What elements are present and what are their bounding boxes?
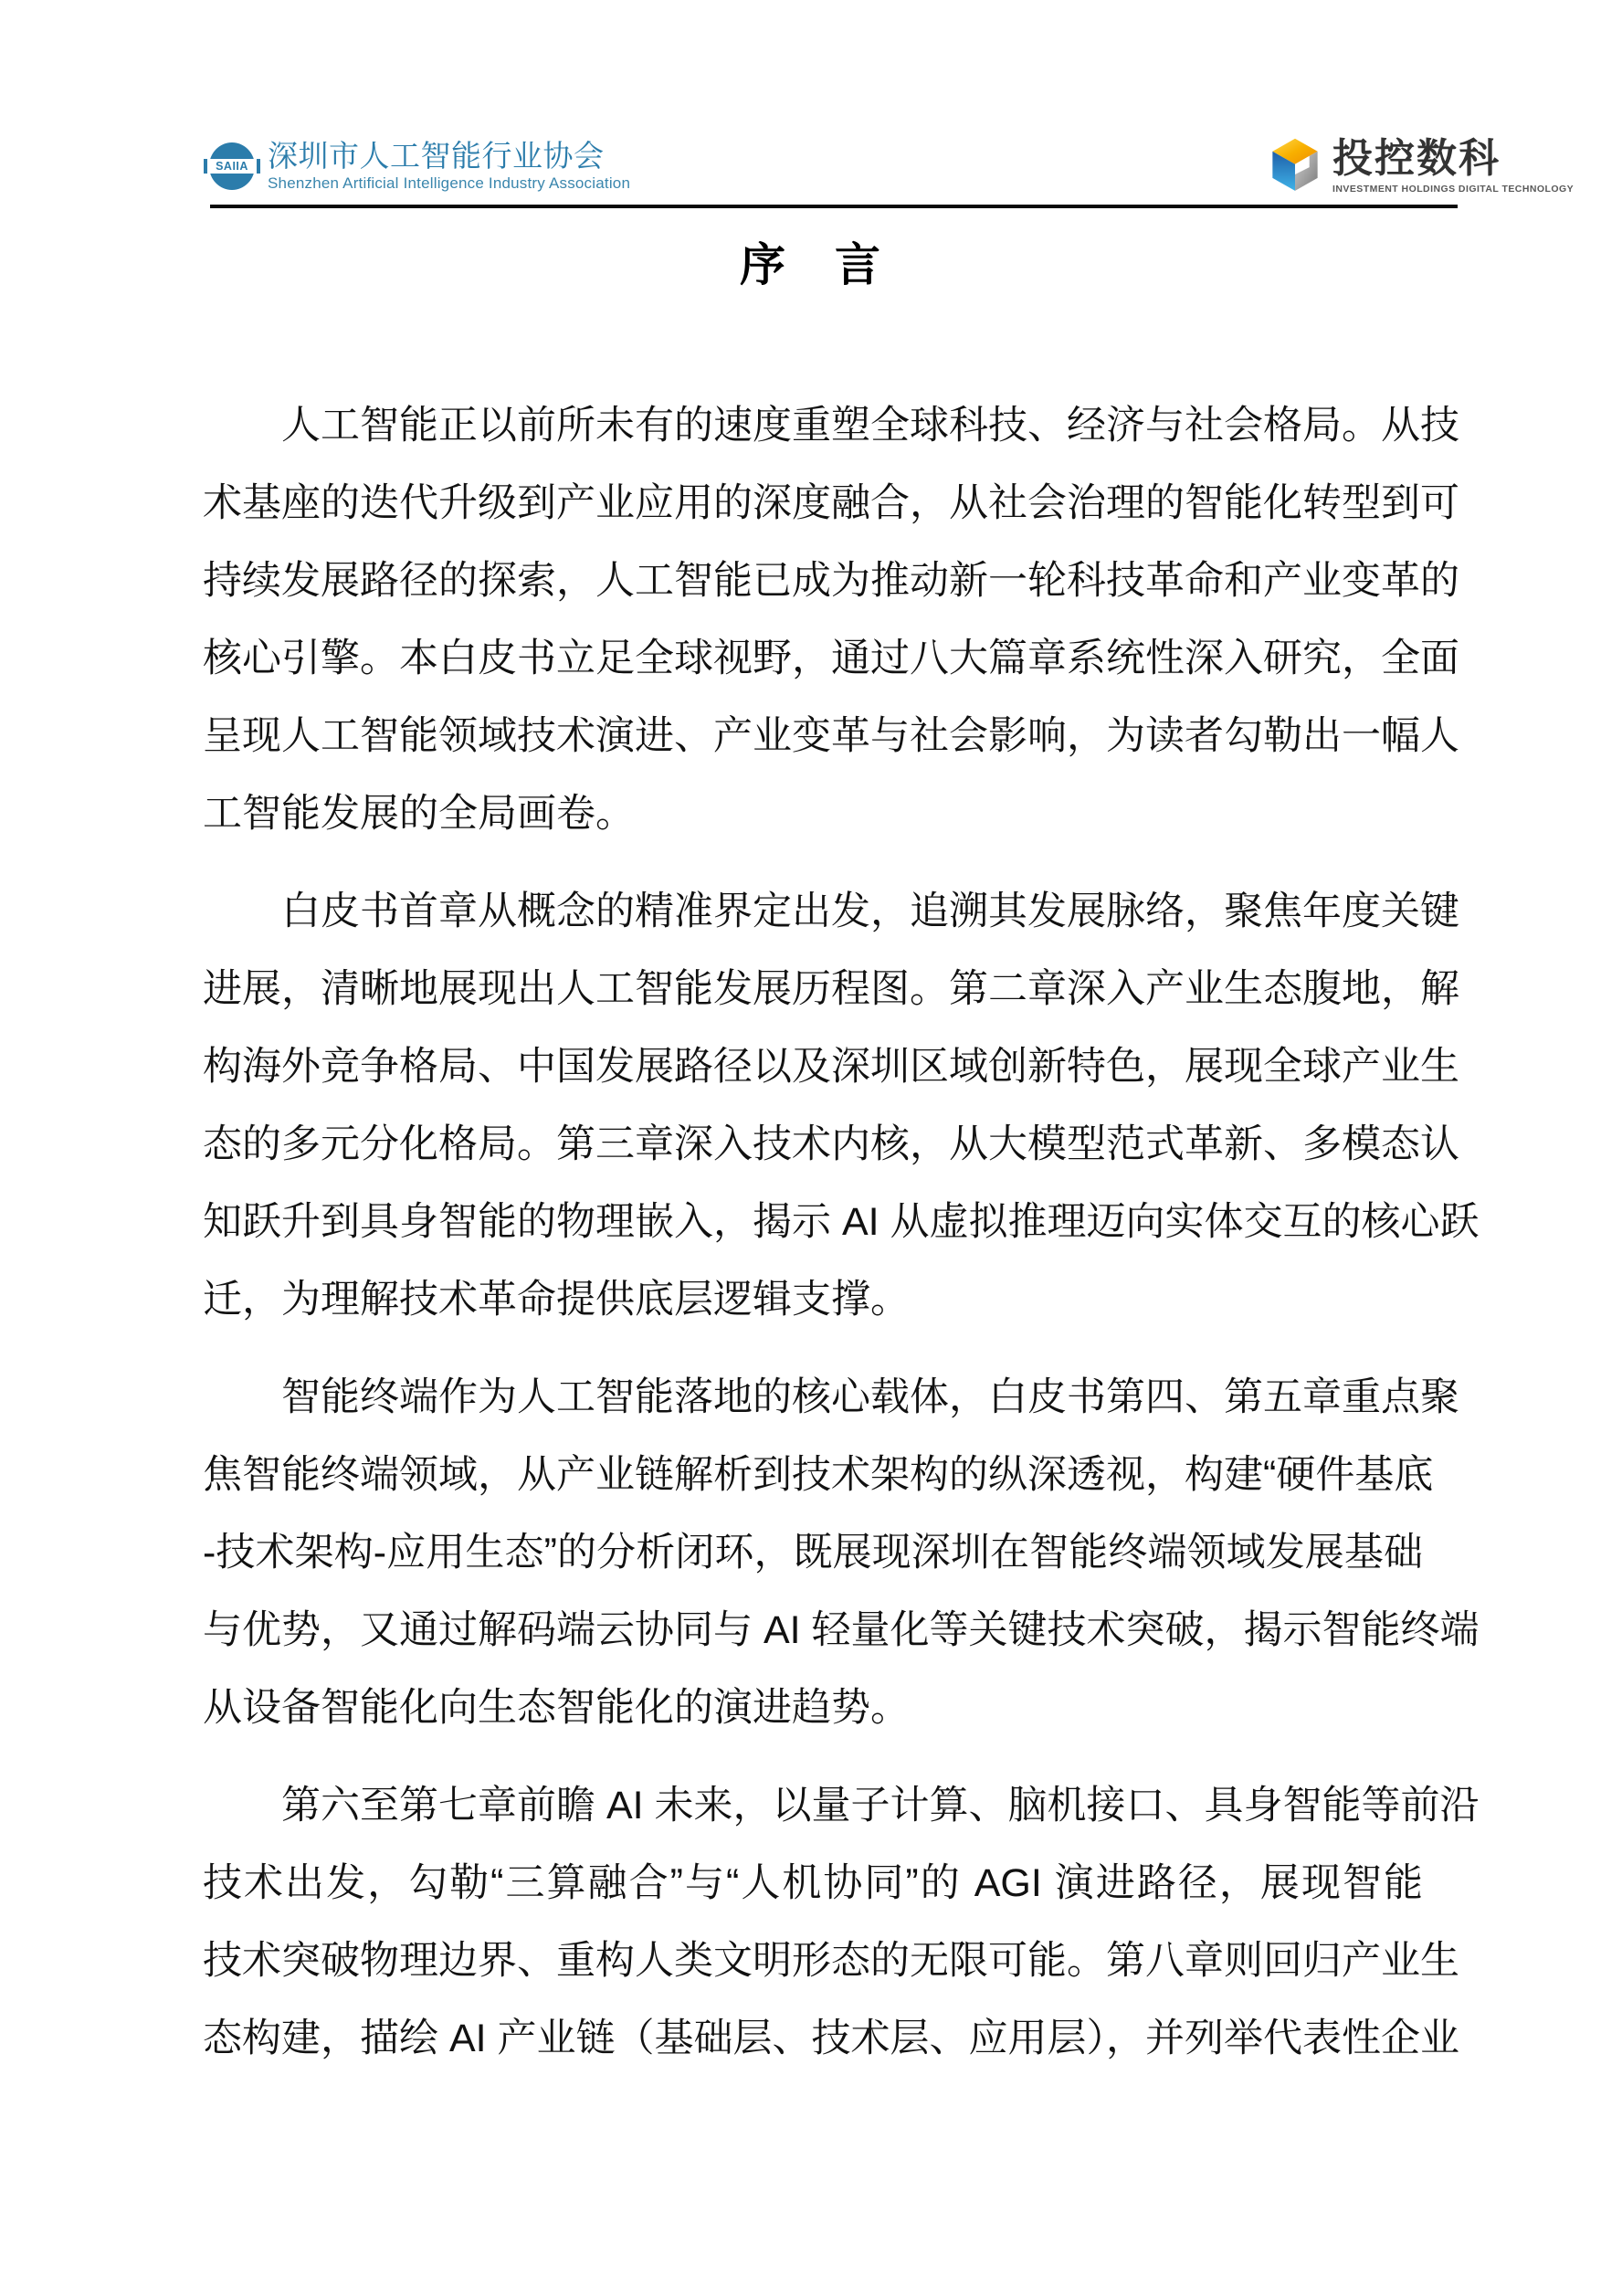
body-line: 智能终端作为人工智能落地的核心载体，白皮书第四、第五章重点聚 bbox=[281, 1375, 1459, 1419]
association-logo bbox=[207, 140, 630, 193]
body-line: 从设备智能化向生态智能化的演进趋势。 bbox=[203, 1686, 910, 1730]
emblem-text: SAIIA bbox=[216, 159, 248, 173]
paragraph bbox=[203, 873, 1480, 1339]
header-divider bbox=[210, 205, 1458, 208]
holdings-logo bbox=[1269, 137, 1574, 195]
body-paragraphs bbox=[203, 387, 1480, 2098]
saiia-emblem-icon bbox=[207, 141, 257, 192]
body-line: 工智能发展的全局画卷。 bbox=[203, 792, 635, 836]
body-line: 知跃升到具身智能的物理嵌入，揭示 AI 从虚拟推理迈向实体交互的核心跃 bbox=[203, 1200, 1480, 1244]
body-line: 进展，清晰地展现出人工智能发展历程图。第二章深入产业生态腹地，解 bbox=[203, 967, 1459, 1011]
page-title: 序 言 bbox=[740, 239, 882, 290]
body-line: 术基座的迭代升级到产业应用的深度融合，从社会治理的智能化转型到可 bbox=[203, 481, 1459, 525]
body-line: 持续发展路径的探索，人工智能已成为推动新一轮科技革命和产业变革的 bbox=[203, 559, 1459, 603]
paragraph bbox=[203, 1767, 1480, 2078]
holdings-name-cn: 投控数科 bbox=[1332, 135, 1501, 181]
body-line: 白皮书首章从概念的精准界定出发，追溯其发展脉络，聚焦年度关键 bbox=[281, 890, 1459, 933]
holdings-names bbox=[1332, 135, 1575, 195]
body-line: 核心引擎。本白皮书立足全球视野，通过八大篇章系统性深入研究，全面 bbox=[203, 637, 1459, 680]
body-line: 第六至第七章前瞻 AI 未来，以量子计算、脑机接口、具身智能等前沿 bbox=[281, 1784, 1480, 1827]
body-line: 技术出发，勾勒“三算融合”与“人机协同”的 AGI 演进路径，展现智能 bbox=[203, 1861, 1423, 1905]
body-line: 与优势，又通过解码端云协同与 AI 轻量化等关键技术突破，揭示智能终端 bbox=[203, 1608, 1480, 1652]
body-line: 技术突破物理边界、重构人类文明形态的无限可能。第八章则回归产业生 bbox=[203, 1939, 1459, 1983]
body-line: 构海外竞争格局、中国发展路径以及深圳区域创新特色，展现全球产业生 bbox=[203, 1045, 1459, 1089]
body-line: 焦智能终端领域，从产业链解析到技术架构的纵深透视，构建“硬件基底 bbox=[203, 1453, 1434, 1497]
body-line: 人工智能正以前所未有的速度重塑全球科技、经济与社会格局。从技 bbox=[281, 404, 1459, 448]
paragraph bbox=[203, 1359, 1480, 1747]
cube-icon bbox=[1269, 137, 1321, 195]
emblem-band bbox=[204, 159, 260, 174]
body-line: 态构建，描绘 AI 产业链（基础层、技术层、应用层），并列举代表性企业 bbox=[203, 2017, 1460, 2060]
association-name-en: Shenzhen Artificial Intelligence Industry Association bbox=[268, 174, 631, 193]
body-line: 迁，为理解技术革命提供底层逻辑支撑。 bbox=[203, 1278, 910, 1322]
body-line: 呈现人工智能领域技术演进、产业变革与社会影响，为读者勾勒出一幅人 bbox=[203, 714, 1459, 758]
association-names bbox=[268, 140, 630, 193]
paragraph bbox=[203, 387, 1459, 853]
holdings-name-en: INVESTMENT HOLDINGS DIGITAL TECHNOLOGY bbox=[1332, 184, 1575, 195]
body-line: 态的多元分化格局。第三章深入技术内核，从大模型范式革新、多模态认 bbox=[203, 1122, 1459, 1166]
body-line: -技术架构-应用生态”的分析闭环，既展现深圳在智能终端领域发展基础 bbox=[203, 1531, 1423, 1575]
association-name-cn: 深圳市人工智能行业协会 bbox=[268, 139, 605, 173]
